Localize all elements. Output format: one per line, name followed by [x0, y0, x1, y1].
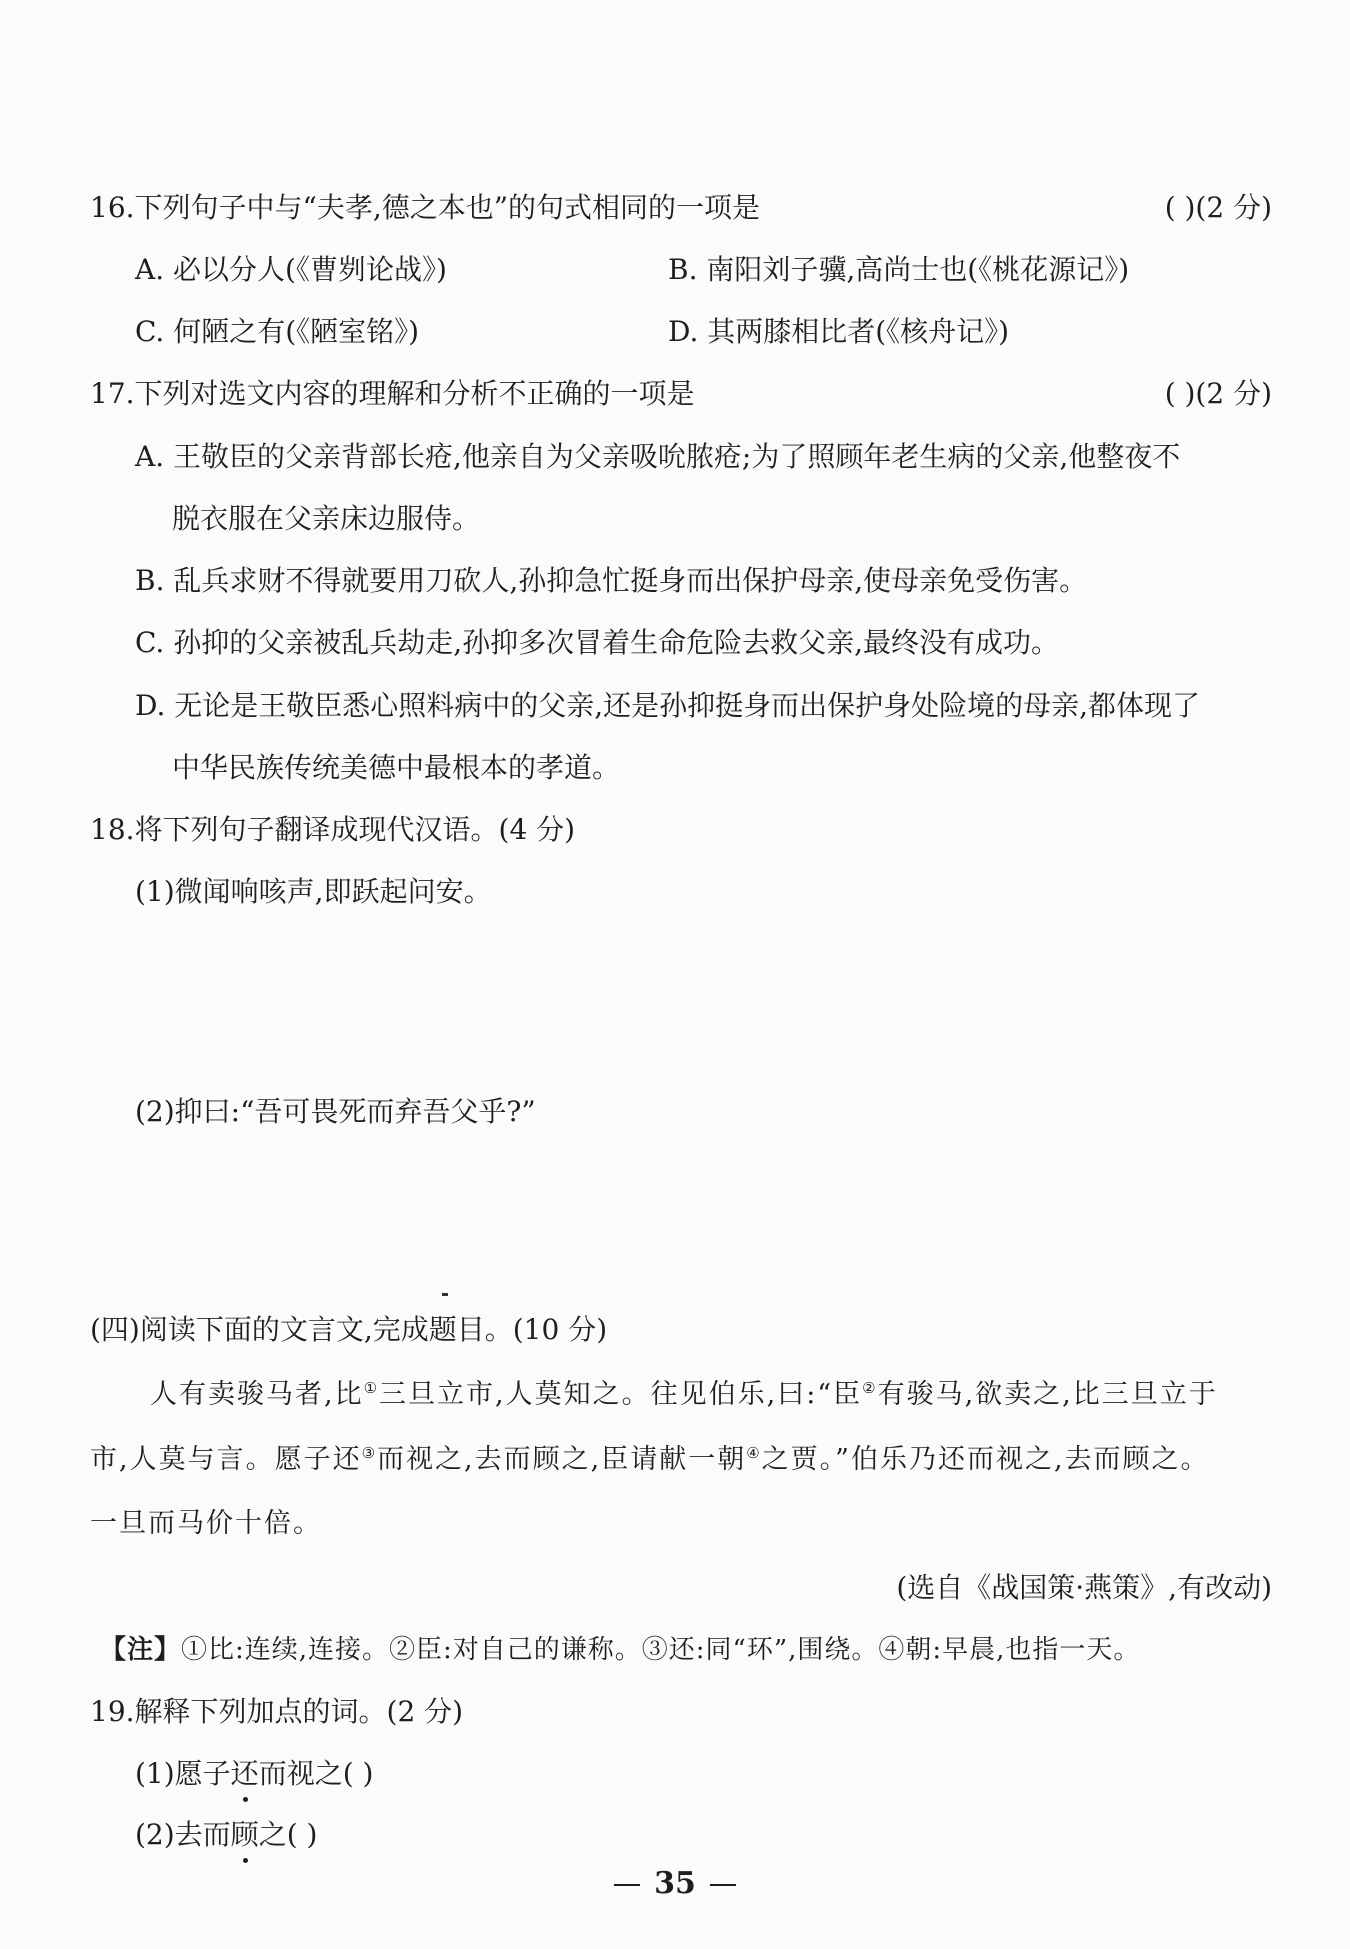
dotted-word: 顾: [231, 1815, 259, 1855]
q16-option-b: B. 南阳刘子骥,高尚士也(《桃花源记》): [668, 253, 1130, 286]
q19-item-2-blank: 之( ): [258, 1818, 318, 1851]
passage-line-1: [150, 1375, 1330, 1415]
page-number-text: 35: [654, 1866, 696, 1901]
q17-stem: 17.下列对选文内容的理解和分析不正确的一项是: [90, 377, 695, 410]
q18-sentence-1: (1)微闻响咳声,即跃起问安。: [135, 875, 492, 908]
q18-stem: 18.将下列句子翻译成现代汉语。(4 分): [90, 813, 576, 846]
passage-text: 三旦立市,人莫知之。往见伯乐,曰:“臣: [379, 1379, 863, 1410]
footnote-ref: ④: [746, 1444, 762, 1462]
q16-option-d: D. 其两膝相比者(《核舟记》): [668, 315, 1010, 348]
q19-item-1: [135, 1754, 373, 1794]
q16-option-c: C. 何陋之有(《陋室铭》): [135, 315, 420, 348]
passage-text: 有骏马,欲卖之,比三旦立于: [877, 1379, 1218, 1410]
q19-item-1-text: (1)愿子: [135, 1757, 231, 1790]
dash-right: [710, 1884, 736, 1886]
q17-option-d: D. 无论是王敬臣悉心照料病中的父亲,还是孙抑挺身而出保护身处险境的母亲,都体现了: [135, 689, 1201, 722]
q16-option-a: A. 必以分人(《曹刿论战》): [135, 253, 447, 286]
passage-text: 之贾。”伯乐乃还而视之,去而顾之。: [761, 1444, 1210, 1475]
q19-item-1-blank: 而视之( ): [258, 1757, 374, 1790]
q18-sentence-2: (2)抑曰:“吾可畏死而弃吾父乎?”: [135, 1095, 536, 1128]
q19-stem: 19.解释下列加点的词。(2 分): [90, 1695, 464, 1728]
passage-line-3: 一旦而马价十倍。: [90, 1508, 322, 1539]
q17-option-a-continued: 脱衣服在父亲床边服侍。: [172, 502, 481, 535]
q19-item-2: [135, 1815, 317, 1855]
q19-item-2-text: (2)去而: [135, 1818, 231, 1851]
passage-notes: [100, 1630, 1280, 1670]
q17-option-a: A. 王敬臣的父亲背部长疮,他亲自为父亲吸吮脓疮;为了照顾年老生病的父亲,他整夜不: [135, 440, 1181, 473]
passage-text: 而视之,去而顾之,臣请献一朝: [377, 1444, 747, 1475]
section-4-heading: (四)阅读下面的文言文,完成题目。(10 分): [90, 1313, 608, 1346]
footnote-ref: ①: [363, 1379, 380, 1397]
q17-option-c: C. 孙抑的父亲被乱兵劫走,孙抑多次冒着生命危险去救父亲,最终没有成功。: [135, 626, 1060, 659]
passage-line-2: [90, 1440, 1270, 1480]
q17-option-b: B. 乱兵求财不得就要用刀砍人,孙抑急忙挺身而出保护母亲,使母亲免受伤害。: [135, 564, 1088, 597]
q16-stem: 16.下列句子中与“夫孝,德之本也”的句式相同的一项是: [90, 191, 761, 224]
q17-option-d-continued: 中华民族传统美德中最根本的孝道。: [172, 751, 621, 784]
footnote-ref: ③: [361, 1444, 378, 1462]
passage-text: 人有卖骏马者,比: [150, 1379, 364, 1410]
dotted-word: 还: [231, 1754, 259, 1794]
note-label: 【注】: [100, 1635, 182, 1665]
q16-answer-marks: ( )(2 分): [1164, 191, 1272, 224]
q17-answer-marks: ( )(2 分): [1164, 377, 1272, 410]
dash-left: [614, 1884, 640, 1886]
footnote-ref: ②: [862, 1379, 878, 1397]
note-text: ①比:连续,连接。②臣:对自己的谦称。③还:同“环”,围绕。④朝:早晨,也指一天。: [181, 1635, 1141, 1665]
passage-text: 市,人莫与言。愿子还: [90, 1444, 362, 1475]
page-number: [0, 1866, 1350, 1901]
stray-mark: [442, 1293, 448, 1296]
passage-source: (选自《战国策·燕策》,有改动): [896, 1571, 1272, 1604]
